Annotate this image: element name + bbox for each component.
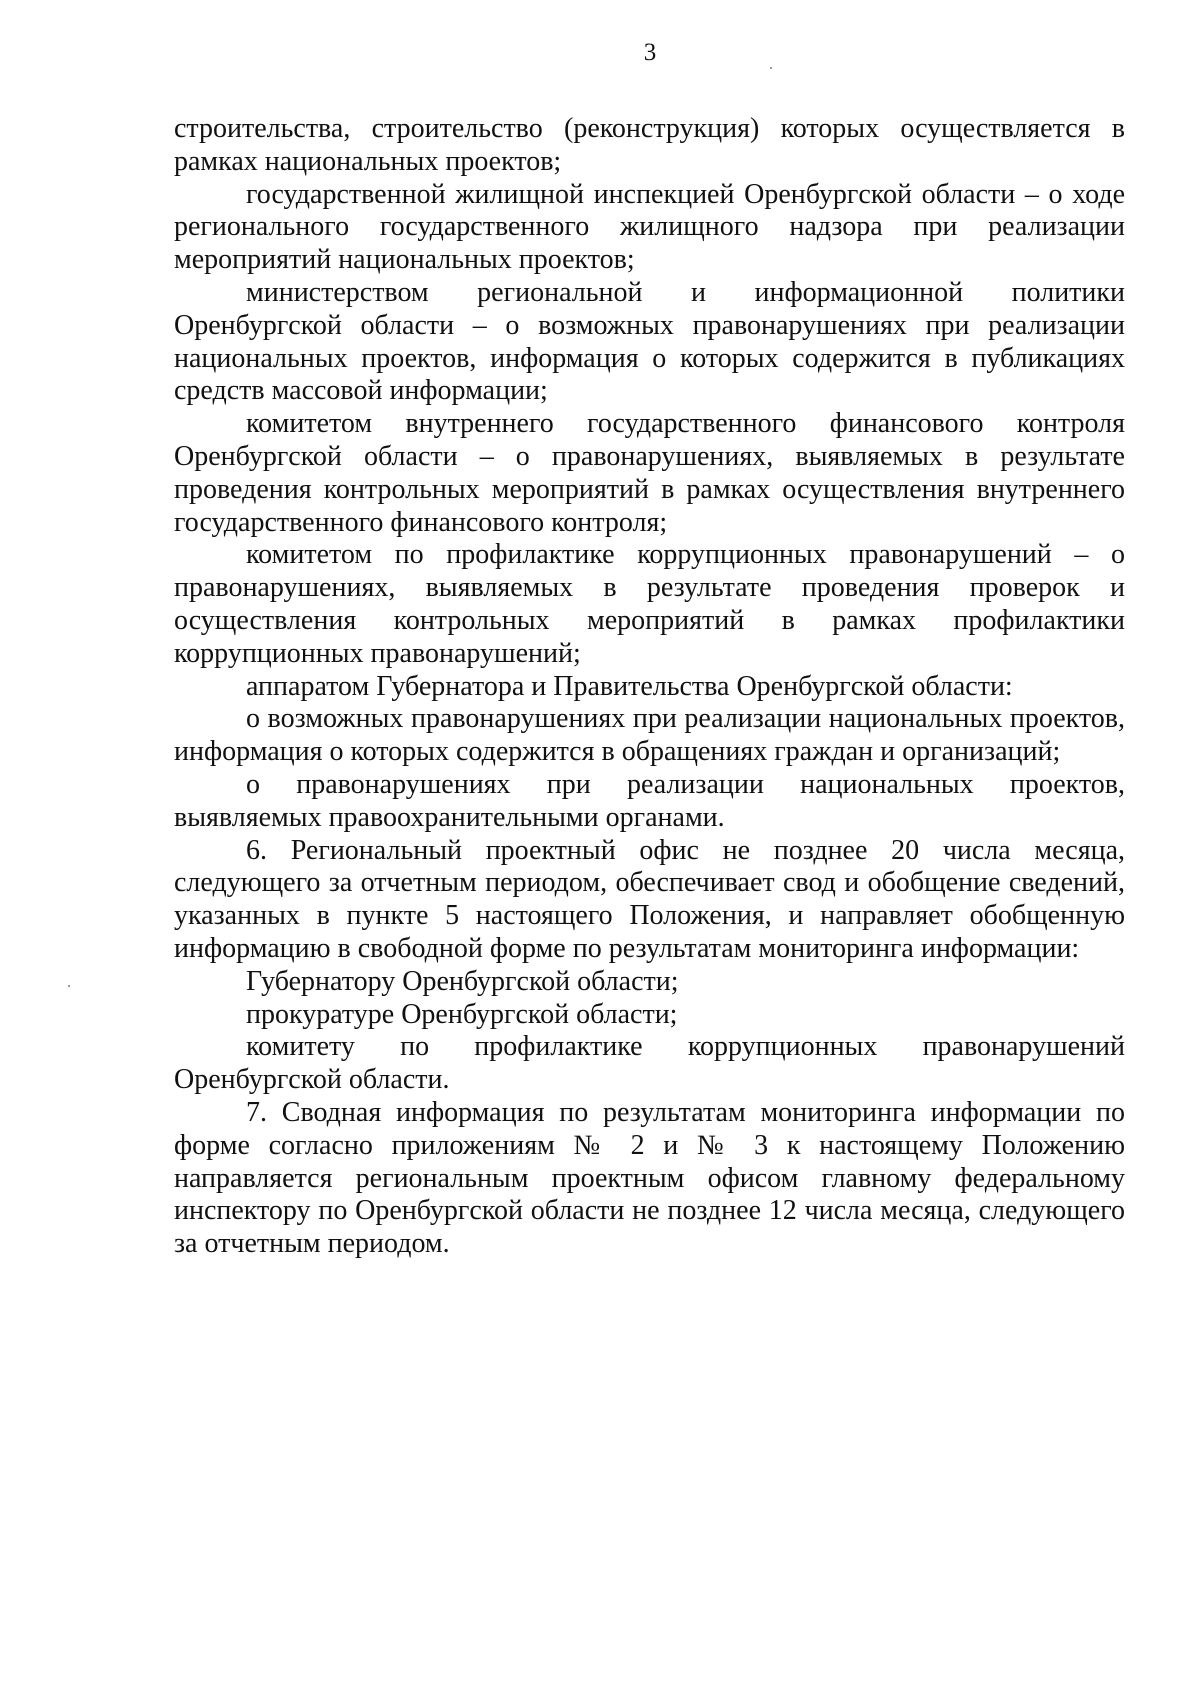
paragraph-governor: Губернатору Оренбургской области;	[246, 965, 679, 997]
paragraph-housing-inspection: государственной жилищной инспекцией Оренбургской области – о ходе регионального государственного жилищного надзора при реализации мероприятий национальных проектов;	[174, 178, 1125, 276]
document-body	[174, 113, 1125, 1261]
page-number: 3	[643, 39, 657, 66]
paragraph-item-7: 7. Сводная информация по результатам мониторинга информации по форме согласно приложениям № 2 и № 3 к настоящему Положению направляется региональным проектным офисом главному федеральному инспектору по Оренбургской области не позднее 12 числа месяца, следующего за отчетным периодом.	[174, 1096, 1125, 1260]
paragraph-citizen-appeals: о возможных правонарушениях при реализации национальных проектов, информация о которых содержится в обращениях граждан и организаций;	[174, 703, 1125, 768]
paragraph-financial-control-committee: комитетом внутреннего государственного финансового контроля Оренбургской области – о правонарушениях, выявляемых в результате проведения контрольных мероприятий в рамках осуществления внутреннего государственного финансового контроля;	[174, 408, 1125, 538]
paragraph-item-6: 6. Региональный проектный офис не позднее 20 числа месяца, следующего за отчетным периодом, обеспечивает свод и обобщение сведений, указанных в пункте 5 настоящего Положения, и направляет обобщенную информацию в свободной форме по результатам мониторинга информации:	[174, 834, 1125, 964]
paragraph-governor-apparatus: аппаратом Губернатора и Правительства Оренбургской области:	[246, 670, 1013, 702]
paragraph-prosecutor: прокуратуре Оренбургской области;	[246, 998, 678, 1030]
paragraph-continuation: строительства, строительство (реконструкция) которых осуществляется в рамках национальных проектов;	[174, 113, 1125, 177]
paragraph-anticorruption-committee: комитетом по профилактике коррупционных правонарушений – о правонарушениях, выявляемых в результате проведения проверок и осуществления контрольных мероприятий в рамках профилактики коррупционных правонарушений;	[174, 539, 1125, 669]
scan-margin-mark	[68, 985, 70, 987]
paragraph-law-enforcement: о правонарушениях при реализации национальных проектов, выявляемых правоохранительными органами.	[174, 768, 1125, 833]
paragraph-ministry-regional-policy: министерством региональной и информационной политики Оренбургской области – о возможных правонарушениях при реализации национальных проектов, информация о которых содержится в публикациях средств массовой информации;	[174, 276, 1125, 407]
scan-speck	[770, 67, 772, 69]
paragraph-committee-recipient: комитету по профилактике коррупционных правонарушений Оренбургской области.	[174, 1031, 1125, 1096]
